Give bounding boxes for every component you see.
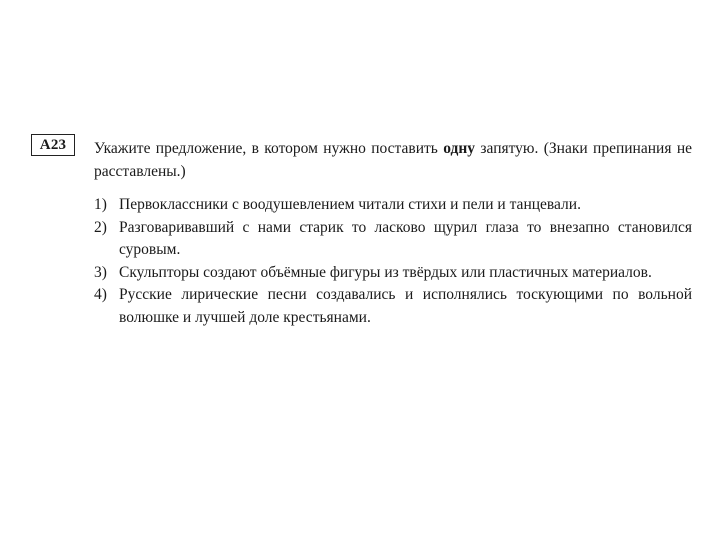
option-number: 3) bbox=[94, 263, 107, 281]
answer-option-1 bbox=[94, 194, 692, 217]
prompt-emphasis: одну bbox=[443, 140, 476, 157]
option-text: Разговаривавший с нами старик то ласково щурил глаза то внезапно становился суровым. bbox=[119, 218, 692, 258]
task-content bbox=[94, 138, 692, 329]
option-text: Русские лирические песни создавались и исполнялись тоскующими по вольной волюшке и лучшей доле крестьянами. bbox=[119, 286, 692, 326]
task-prompt bbox=[94, 138, 692, 183]
prompt-text-before: Укажите предложение, в котором нужно поставить bbox=[94, 140, 444, 157]
option-text: Первоклассники с воодушевлением читали стихи и пели и танцевали. bbox=[119, 196, 581, 213]
prompt-text-after: запятую. (Знаки препинания не расставлены.) bbox=[94, 140, 692, 180]
option-number: 2) bbox=[94, 218, 107, 236]
option-number: 1) bbox=[94, 196, 107, 213]
task-number-badge: А23 bbox=[31, 134, 75, 156]
answer-option-2 bbox=[94, 217, 692, 262]
option-text: Скульпторы создают объёмные фигуры из твёрдых или пластичных материалов. bbox=[119, 263, 652, 281]
option-number: 4) bbox=[94, 286, 107, 303]
answer-option-3 bbox=[94, 262, 692, 285]
answer-option-4 bbox=[94, 284, 692, 329]
answer-options bbox=[94, 194, 692, 329]
